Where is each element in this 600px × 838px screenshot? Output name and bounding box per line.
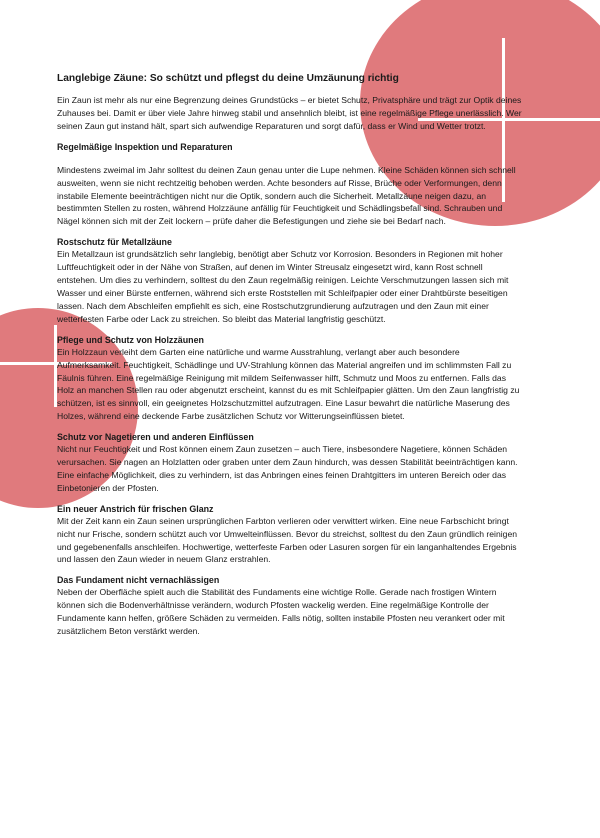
section-wood-care [57, 334, 525, 423]
section-heading: Pflege und Schutz von Holzzäunen [57, 334, 204, 345]
section-text: Ein Holzzaun verleiht dem Garten eine natürliche und warme Ausstrahlung, verlangt aber auch besondere Aufmerksamkeit. Feuchtigkeit, Schädlinge und UV-Strahlung können das Material angreifen und im schlimmsten Fall zu Fäulnis führen. Eine regelmäßige Reinigung mit mildem Seifenwasser hilft, Schmutz und Moos zu entfernen. Falls das Holz an manchen Stellen rau oder abgenutzt erscheint, kannst du es mit Schleifpapier glätten. Um den Zaun langfristig zu schützen, ist es sinnvoll, ein geeignetes Holzschutzmittel aufzutragen. Eine Lasur bewahrt die natürliche Maserung des Holzes, während eine deckende Farbe zusätzlichen Schutz vor Witterungseinflüssen bietet. [57, 346, 520, 422]
section-heading: Ein neuer Anstrich für frischen Glanz [57, 503, 214, 514]
section-foundation [57, 574, 525, 638]
section-heading: Regelmäßige Inspektion und Reparaturen [57, 141, 233, 152]
section-text: Nicht nur Feuchtigkeit und Rost können einem Zaun zusetzen – auch Tiere, insbesondere Nagetiere, können Schäden verursachen. Sie nagen an Holzlatten oder graben unter dem Zaun hindurch, was dessen Stabilität beeinträchtigen kann. Eine einfache Möglichkeit, dies zu verhindern, ist das Anbringen eines feinen Drahtgitters im unteren Bereich oder das Einbetonieren der Pfosten. [57, 444, 518, 493]
article-title: Langlebige Zäune: So schützt und pflegst du deine Umzäunung richtig [57, 73, 399, 84]
section-inspection [57, 141, 525, 229]
section-text: Neben der Oberfläche spielt auch die Stabilität des Fundaments eine wichtige Rolle. Gerade nach frostigen Wintern können sich die Bodenverhältnisse verändern, wodurch Pfosten wackelig werden. Eine regelmäßige Kontrolle der Fundamente kann helfen, größere Schäden zu vermeiden. Falls nötig, sollten instabile Pfosten neu verankert oder mit zusätzlichem Beton verstärkt werden. [57, 587, 505, 637]
section-text: Mit der Zeit kann ein Zaun seinen ursprünglichen Farbton verlieren oder verwittert wirken. Eine neue Farbschicht bringt nicht nur Frische, sondern schützt auch vor Umwelteinflüssen. Bevor du streichst, solltest du den Zaun gründlich reinigen und gegebenenfalls anschleifen. Hochwertige, wetterfeste Farben oder Lasuren sorgen für ein langanhaltendes Ergebnis und lassen den Zaun wieder in neuem Glanz erstrahlen. [57, 515, 517, 565]
section-text: Mindestens zweimal im Jahr solltest du deinen Zaun genau unter die Lupe nehmen. Kleine Schäden können sich schnell ausweiten, wenn sie nicht rechtzeitig behoben werden. Achte besonders auf Risse, Brüche oder Verformungen, denn instabile Elemente beeinträchtigen nicht nur die Optik, sondern auch die Sicherheit. Metallzäune neigen dazu, an bestimmten Stellen zu rosten, während Holzzäune anfällig für Feuchtigkeit und Schädlingsbefall sind. Schrauben und Nägel können sich mit der Zeit lockern – prüfe daher die Befestigungen und ziehe sie bei Bedarf nach. [57, 164, 516, 227]
article [57, 72, 525, 638]
section-heading: Rostschutz für Metallzäune [57, 237, 172, 248]
section-rodent-protection [57, 431, 525, 495]
section-text: Ein Metallzaun ist grundsätzlich sehr langlebig, benötigt aber Schutz vor Korrosion. Besonders in Regionen mit hoher Luftfeuchtigkeit oder in der Nähe von Straßen, auf denen im Winter Streusalz eingesetzt wird, kann Rost schnell entstehen. Um dies zu verhindern, solltest du den Zaun regelmäßig reinigen. Leichte Verschmutzungen lassen sich mit Wasser und einer Bürste entfernen, während sich erste Roststellen mit Schleifpapier oder einer Drahtbürste beseitigen lassen. Nach dem Abschleifen empfiehlt es sich, eine Rostschutzgrundierung aufzutragen und den Zaun mit einer wetterfesten Farbe oder Lack zu streichen. So bleibt das Material langfristig geschützt. [57, 249, 509, 324]
section-heading: Schutz vor Nagetieren und anderen Einflüssen [57, 432, 254, 443]
section-new-paint [57, 503, 525, 567]
section-rust-protection [57, 236, 525, 325]
section-heading: Das Fundament nicht vernachlässigen [57, 575, 220, 586]
article-intro: Ein Zaun ist mehr als nur eine Begrenzung deines Grundstücks – er bietet Schutz, Privatsphäre und trägt zur Optik deines Zuhauses bei. Damit er über viele Jahre hinweg stabil und ansehnlich bleibt, ist eine regelmäßige Pflege unerlässlich. Wer seinen Zaun gut instand hält, spart sich aufwendige Reparaturen und sorgt dafür, dass er Wind und Wetter trotzt. [57, 95, 522, 131]
